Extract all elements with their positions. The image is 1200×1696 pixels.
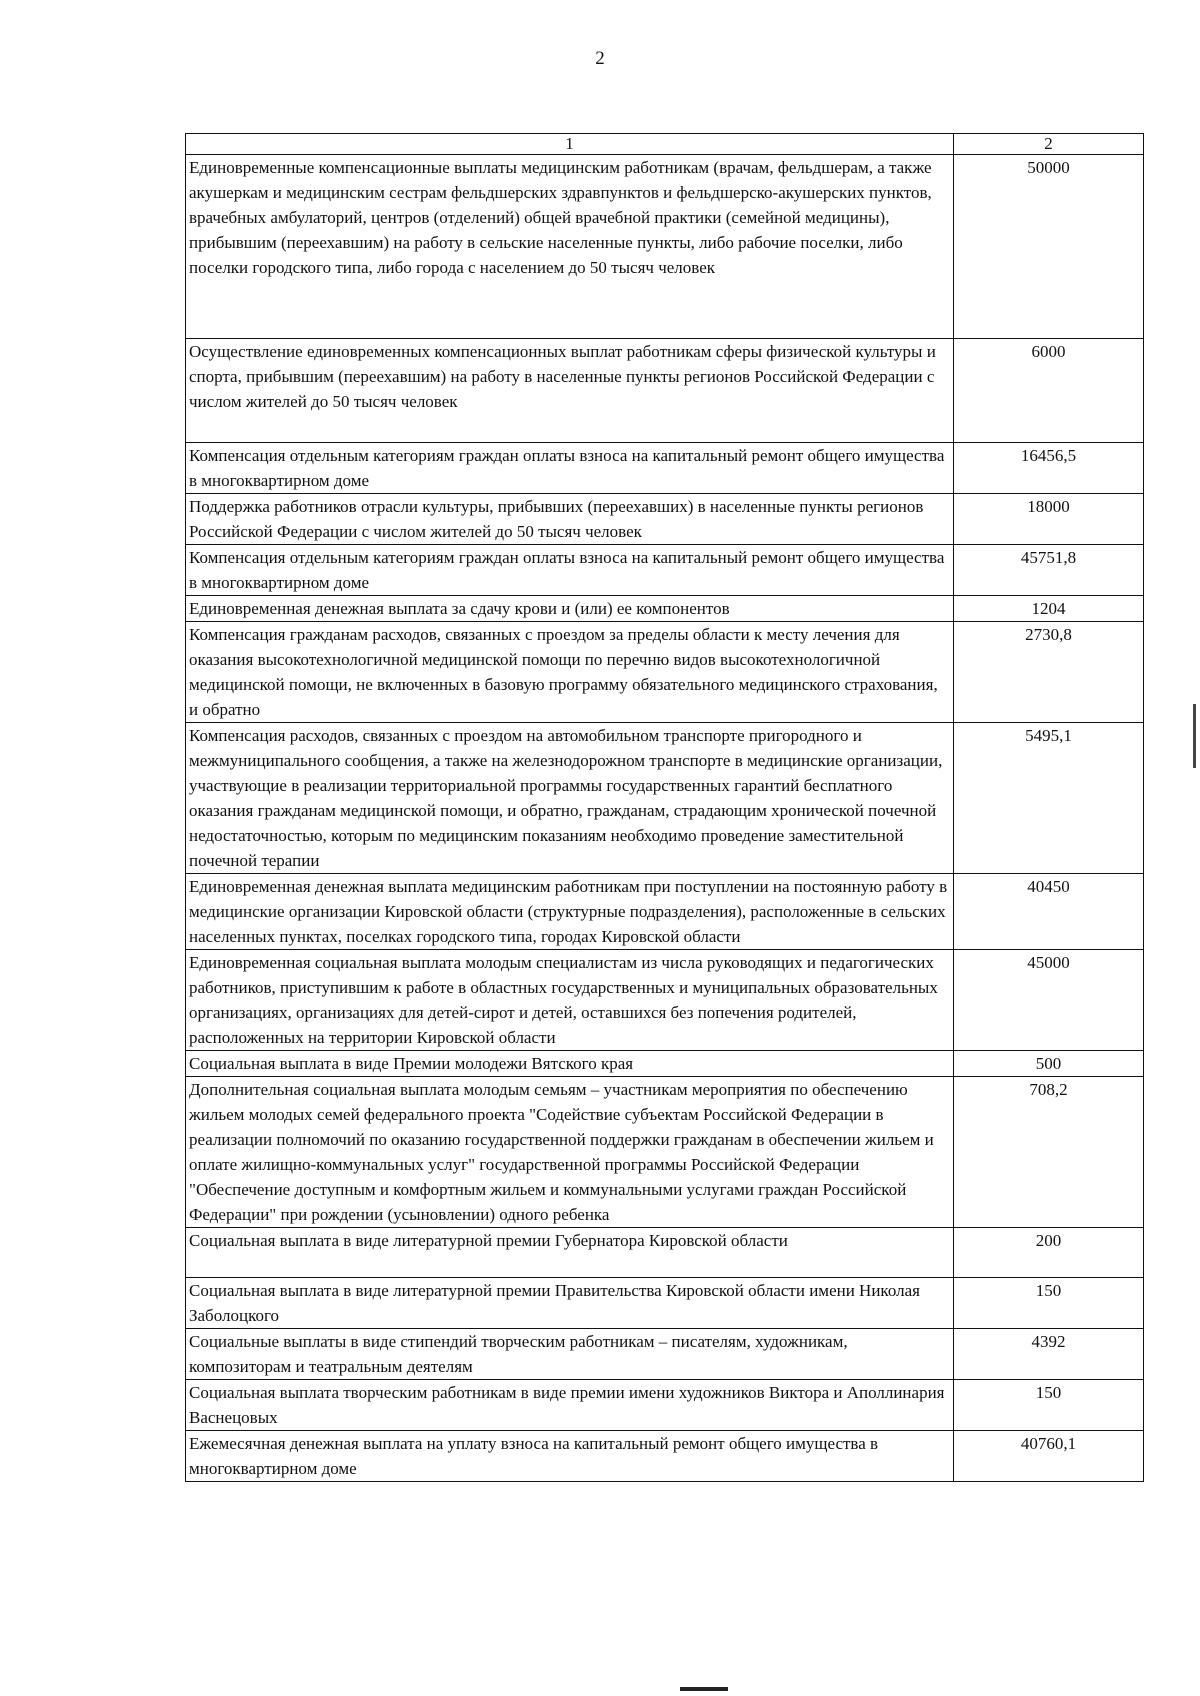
row-value: 2730,8	[954, 622, 1144, 723]
row-value: 708,2	[954, 1077, 1144, 1228]
row-value: 40760,1	[954, 1431, 1144, 1482]
row-value: 200	[954, 1228, 1144, 1278]
row-value: 500	[954, 1051, 1144, 1077]
row-value: 50000	[954, 155, 1144, 339]
table-row	[186, 494, 1144, 545]
table-row	[186, 1380, 1144, 1431]
row-value: 45000	[954, 950, 1144, 1051]
table-row	[186, 1278, 1144, 1329]
table-row	[186, 874, 1144, 950]
row-value: 6000	[954, 339, 1144, 443]
header-col-1: 1	[186, 134, 954, 155]
row-name: Единовременная денежная выплата медицинским работникам при поступлении на постоянную работу в медицинские организации Кировской области (структурные подразделения), расположенные в сельских населенных пунктах, поселках городского типа, городах Кировской области	[186, 874, 954, 950]
row-name: Единовременные компенсационные выплаты медицинским работникам (врачам, фельдшерам, а также акушеркам и медицинским сестрам фельдшерских здравпунктов и фельдшерско-акушерских пунктов, врачебных амбулаторий, центров (отделений) общей врачебной практики (семейной медицины), прибывшим (переехавшим) на работу в сельские населенные пункты, либо рабочие поселки, либо поселки городского типа, либо города с населением до 50 тысяч человек	[186, 155, 954, 339]
row-value: 150	[954, 1278, 1144, 1329]
scan-bottom-mark	[680, 1687, 728, 1691]
table-row	[186, 1077, 1144, 1228]
table-row	[186, 1228, 1144, 1278]
page-number: 2	[595, 48, 605, 69]
row-name: Компенсация расходов, связанных с проездом на автомобильном транспорте пригородного и межмуниципального сообщения, а также на железнодорожном транспорте в медицинские организации, участвующие в реализации территориальной программы государственных гарантий бесплатного оказания гражданам медицинской помощи, и обратно, гражданам, страдающим хронической почечной недостаточностью, которым по медицинским показаниям необходимо проведение заместительной почечной терапии	[186, 723, 954, 874]
scan-edge-mark	[1193, 704, 1196, 768]
row-value: 18000	[954, 494, 1144, 545]
header-col-2: 2	[954, 134, 1144, 155]
row-name: Социальные выплаты в виде стипендий творческим работникам – писателям, художникам, композиторам и театральным деятелям	[186, 1329, 954, 1380]
row-value: 16456,5	[954, 443, 1144, 494]
row-name: Поддержка работников отрасли культуры, прибывших (переехавших) в населенные пункты регионов Российской Федерации с числом жителей до 50 тысяч человек	[186, 494, 954, 545]
row-name: Осуществление единовременных компенсационных выплат работникам сферы физической культуры и спорта, прибывшим (переехавшим) на работу в населенные пункты регионов Российской Федерации с числом жителей до 50 тысяч человек	[186, 339, 954, 443]
row-value: 5495,1	[954, 723, 1144, 874]
payments-table	[185, 133, 1144, 1482]
table-row	[186, 545, 1144, 596]
row-name: Компенсация отдельным категориям граждан оплаты взноса на капитальный ремонт общего имущества в многоквартирном доме	[186, 443, 954, 494]
table-row	[186, 339, 1144, 443]
table-row	[186, 443, 1144, 494]
row-value: 40450	[954, 874, 1144, 950]
table-row	[186, 1329, 1144, 1380]
row-name: Единовременная социальная выплата молодым специалистам из числа руководящих и педагогических работников, приступившим к работе в областных государственных и муниципальных образовательных организациях, организациях для детей-сирот и детей, оставшихся без попечения родителей, расположенных на территории Кировской области	[186, 950, 954, 1051]
row-name: Компенсация отдельным категориям граждан оплаты взноса на капитальный ремонт общего имущества в многоквартирном доме	[186, 545, 954, 596]
row-name: Социальная выплата в виде Премии молодежи Вятского края	[186, 1051, 954, 1077]
table-row	[186, 1051, 1144, 1077]
row-value: 1204	[954, 596, 1144, 622]
row-name: Ежемесячная денежная выплата на уплату взноса на капитальный ремонт общего имущества в многоквартирном доме	[186, 1431, 954, 1482]
table-row	[186, 622, 1144, 723]
table-row	[186, 1431, 1144, 1482]
table-row	[186, 723, 1144, 874]
row-name: Социальная выплата в виде литературной премии Правительства Кировской области имени Николая Заболоцкого	[186, 1278, 954, 1329]
header-row	[186, 134, 1144, 155]
row-name: Компенсация гражданам расходов, связанных с проездом за пределы области к месту лечения для оказания высокотехнологичной медицинской помощи по перечню видов высокотехнологичной медицинской помощи, не включенных в базовую программу обязательного медицинского страхования, и обратно	[186, 622, 954, 723]
row-name: Социальная выплата творческим работникам в виде премии имени художников Виктора и Аполлинария Васнецовых	[186, 1380, 954, 1431]
row-value: 4392	[954, 1329, 1144, 1380]
table-row	[186, 596, 1144, 622]
table-row	[186, 950, 1144, 1051]
row-name: Единовременная денежная выплата за сдачу крови и (или) ее компонентов	[186, 596, 954, 622]
row-value: 150	[954, 1380, 1144, 1431]
table-row	[186, 155, 1144, 339]
row-value: 45751,8	[954, 545, 1144, 596]
row-name: Социальная выплата в виде литературной премии Губернатора Кировской области	[186, 1228, 954, 1278]
row-name: Дополнительная социальная выплата молодым семьям – участникам мероприятия по обеспечению жильем молодых семей федерального проекта "Содействие субъектам Российской Федерации в реализации полномочий по оказанию государственной поддержки гражданам в обеспечении жильем и оплате жилищно-коммунальных услуг" государственной программы Российской Федерации "Обеспечение доступным и комфортным жильем и коммунальными услугами граждан Российской Федерации" при рождении (усыновлении) одного ребенка	[186, 1077, 954, 1228]
